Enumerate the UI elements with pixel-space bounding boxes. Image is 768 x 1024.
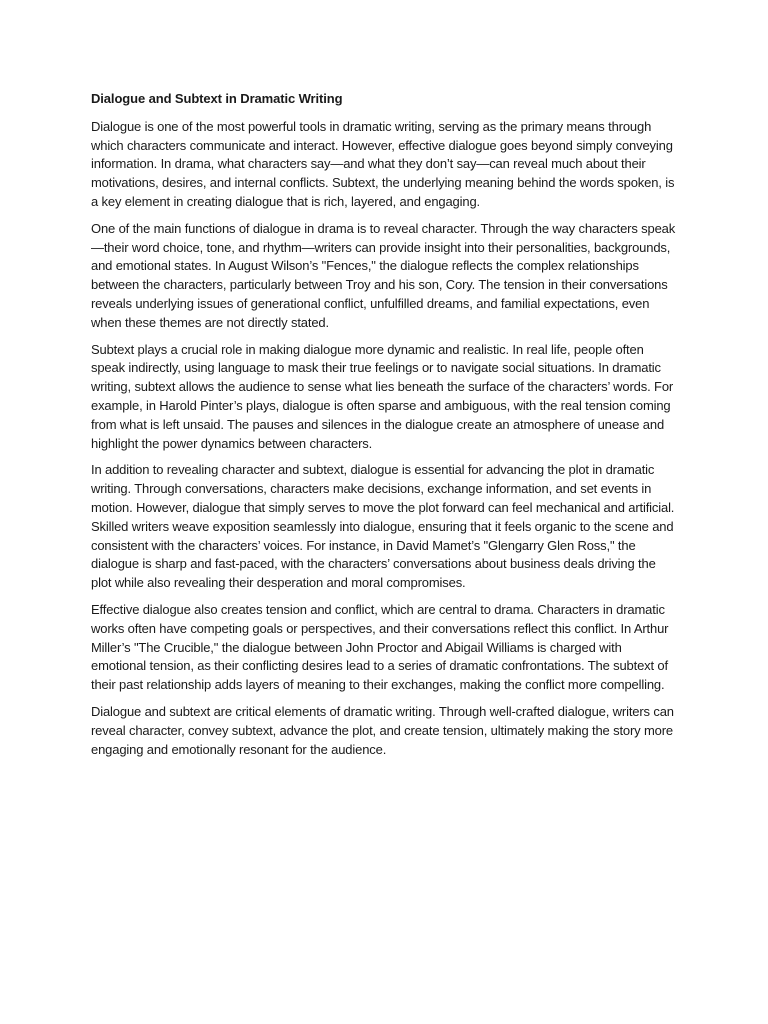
- paragraph-plot: In addition to revealing character and subtext, dialogue is essential for advancing the plot in dramatic writing. Through conversations, characters make decisions, exchange information, and set events in motion. However, dialogue that simply serves to move the plot forward can feel mechanical and artificial. Skilled writers weave exposition seamlessly into dialogue, ensuring that it feels organic to the scene and consistent with the characters’ voices. For instance, in David Mamet’s "Glengarry Glen Ross," the dialogue is sharp and fast-paced, with the characters’ conversations about business deals driving the plot while also revealing their desperation and moral compromises.: [91, 462, 675, 591]
- document-title: Dialogue and Subtext in Dramatic Writing: [91, 91, 343, 106]
- paragraph-subtext: Subtext plays a crucial role in making dialogue more dynamic and realistic. In real life, people often speak indirectly, using language to mask their true feelings or to navigate social situations. In dramatic writing, subtext allows the audience to sense what lies beneath the surface of the characters’ words. For example, in Harold Pinter’s plays, dialogue is often sparse and ambiguous, with the real tension coming from what is left unsaid. The pauses and silences in the dialogue create an atmosphere of unease and highlight the power dynamics between characters.: [91, 341, 674, 451]
- paragraph-conclusion: Dialogue and subtext are critical elements of dramatic writing. Through well-crafted dialogue, writers can reveal character, convey subtext, advance the plot, and create tension, ultimately making the story more engaging and emotionally resonant for the audience.: [91, 703, 674, 757]
- paragraph-character: One of the main functions of dialogue in drama is to reveal character. Through the way characters speak—their word choice, tone, and rhythm—writers can provide insight into their personalities, backgrounds, and emotional states. In August Wilson’s "Fences," the dialogue reflects the complex relationships between the characters, particularly between Troy and his son, Cory. The tension in their conversations reveals underlying issues of generational conflict, unfulfilled dreams, and familial expectations, even when these themes are not directly stated.: [91, 220, 676, 330]
- paragraph-tension: Effective dialogue also creates tension and conflict, which are central to drama. Characters in dramatic works often have competing goals or perspectives, and their conversations reflect this conflict. In Arthur Miller’s "The Crucible," the dialogue between John Proctor and Abigail Williams is charged with emotional tension, as their conflicting desires lead to a series of dramatic confrontations. The subtext of their past relationship adds layers of meaning to their exchanges, making the conflict more compelling.: [91, 601, 669, 693]
- paragraph-intro: Dialogue is one of the most powerful tools in dramatic writing, serving as the primary means through which characters communicate and interact. However, effective dialogue goes beyond simply conveying information. In drama, what characters say—and what they don’t say—can reveal much about their motivations, desires, and internal conflicts. Subtext, the underlying meaning behind the words spoken, is a key element in creating dialogue that is rich, layered, and engaging.: [91, 118, 675, 209]
- document-body: [91, 90, 679, 767]
